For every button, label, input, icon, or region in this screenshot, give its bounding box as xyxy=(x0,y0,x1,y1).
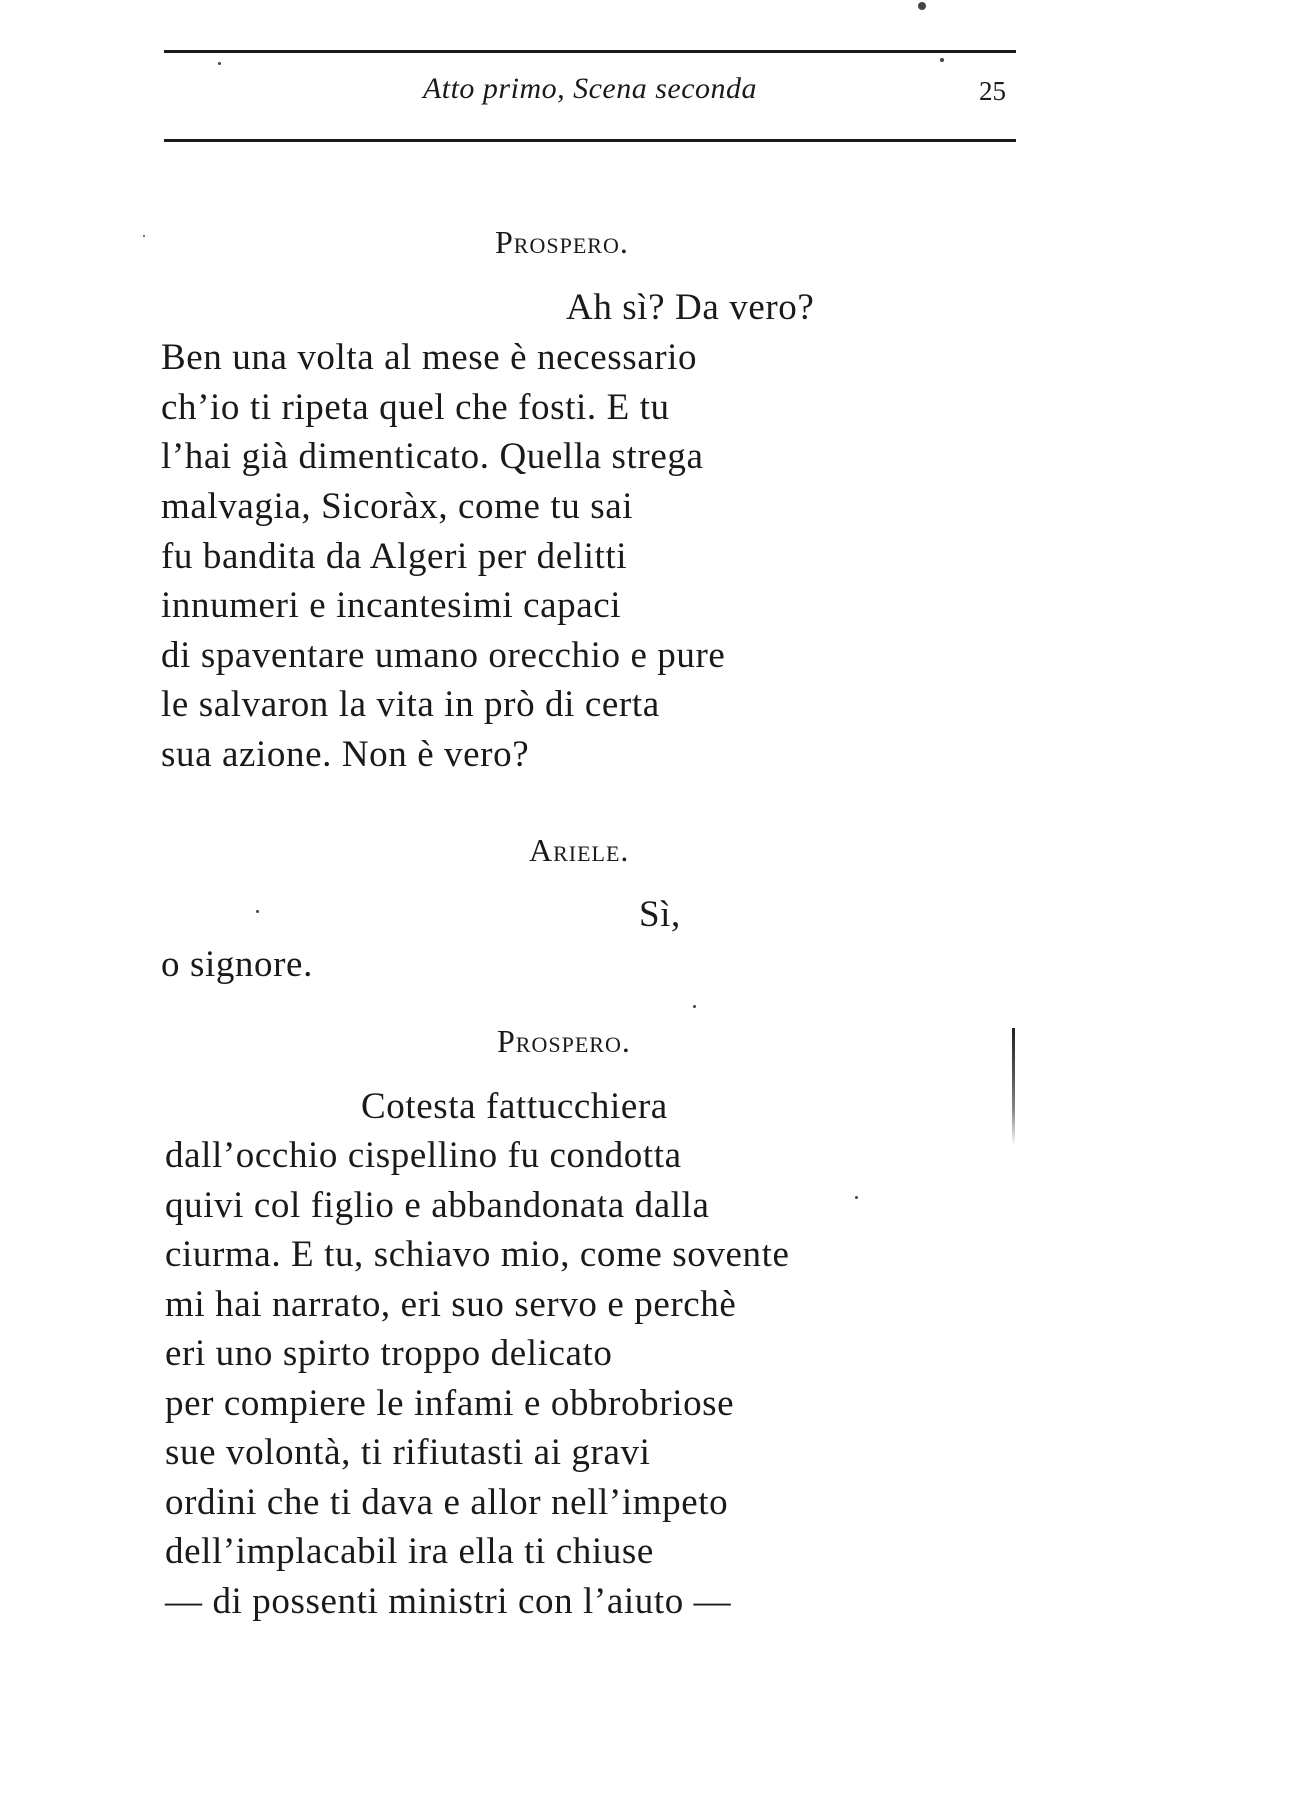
verse-line: dall’occhio cispellino fu condotta xyxy=(165,1135,682,1176)
header-top-rule xyxy=(164,50,1016,53)
verse-line: Ah sì? Da vero? xyxy=(566,287,815,328)
verse-line: innumeri e incantesimi capaci xyxy=(161,585,622,626)
verse-line: ch’io ti ripeta quel che fosti. E tu xyxy=(161,387,670,428)
speaker-name: Ariele. xyxy=(529,832,630,868)
verse-line: per compiere le infami e obbrobriose xyxy=(165,1383,735,1424)
verse-line: — di possenti ministri con l’aiuto — xyxy=(165,1581,732,1622)
scan-speckle xyxy=(918,2,926,10)
verse-line: ordini che ti dava e allor nell’impeto xyxy=(165,1482,729,1523)
scan-speckle xyxy=(143,235,145,237)
verse-line: quivi col figlio e abbandonata dalla xyxy=(165,1185,710,1226)
verse-line: eri uno spirto troppo delicato xyxy=(165,1333,613,1374)
scan-speckle xyxy=(218,62,221,65)
verse-line: le salvaron la vita in prò di certa xyxy=(161,684,660,725)
header-bottom-rule xyxy=(164,139,1016,142)
scan-speckle xyxy=(855,1196,858,1199)
verse-line: l’hai già dimenticato. Quella strega xyxy=(161,436,704,477)
scan-speckle xyxy=(256,910,259,913)
scan-margin-mark xyxy=(1012,1028,1015,1146)
verse-line: Sì, xyxy=(639,894,681,935)
verse-line: di spaventare umano orecchio e pure xyxy=(161,635,726,676)
scan-speckle xyxy=(693,1005,696,1008)
verse-line: sua azione. Non è vero? xyxy=(161,734,530,775)
page-number: 25 xyxy=(979,76,1006,106)
verse-line: malvagia, Sicoràx, come tu sai xyxy=(161,486,634,527)
scan-speckle xyxy=(940,58,944,62)
speaker-name: Prospero. xyxy=(495,224,629,260)
verse-line: dell’implacabil ira ella ti chiuse xyxy=(165,1531,654,1572)
verse-line: o signore. xyxy=(161,944,313,985)
verse-line: Cotesta fattucchiera xyxy=(361,1086,668,1127)
verse-line: Ben una volta al mese è necessario xyxy=(161,337,698,378)
verse-line: sue volontà, ti rifiutasti ai gravi xyxy=(165,1432,651,1473)
verse-line: fu bandita da Algeri per delitti xyxy=(161,536,628,577)
verse-line: mi hai narrato, eri suo servo e perchè xyxy=(165,1284,737,1325)
verse-line: ciurma. E tu, schiavo mio, come sovente xyxy=(165,1234,790,1275)
running-title: Atto primo, Scena seconda xyxy=(422,72,758,105)
speaker-name: Prospero. xyxy=(497,1023,631,1059)
